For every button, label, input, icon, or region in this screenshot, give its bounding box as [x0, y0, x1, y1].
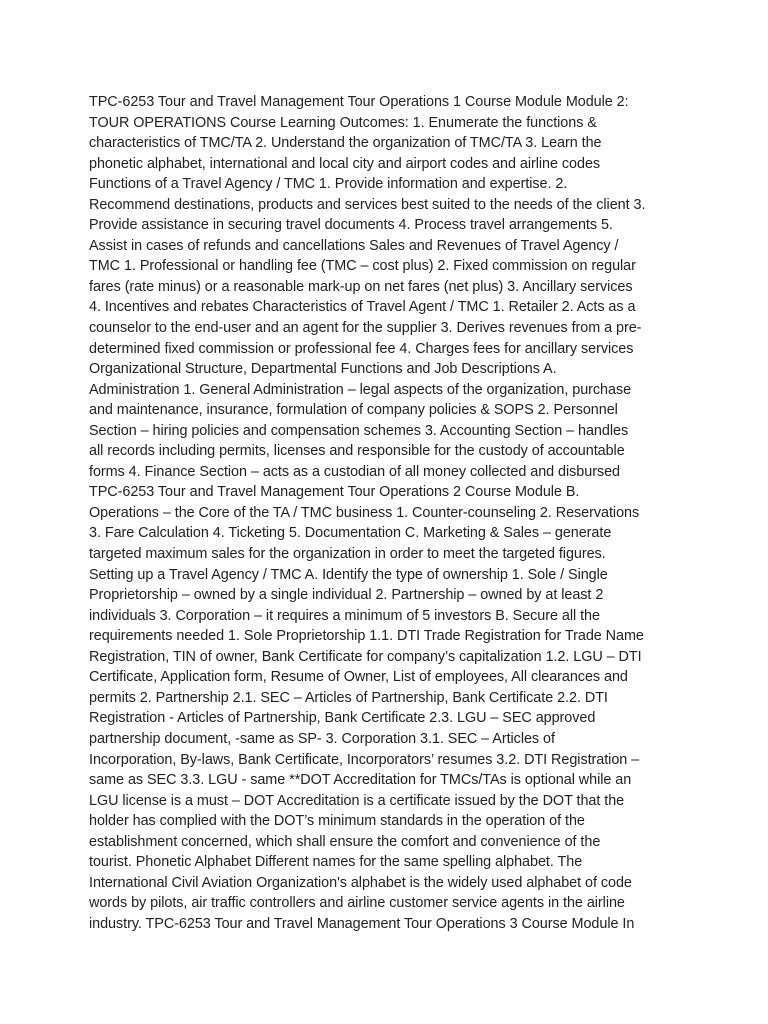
text-line: Provide assistance in securing travel documents 4. Process travel arrangements 5. — [89, 217, 613, 234]
text-line: International Civil Aviation Organization's alphabet is the widely used alphabet of code — [89, 874, 632, 891]
text-line: Setting up a Travel Agency / TMC A. Identify the type of ownership 1. Sole / Single — [89, 566, 608, 583]
text-line: Incorporation, By-laws, Bank Certificate, Incorporators’ resumes 3.2. DTI Registration – — [89, 751, 640, 768]
text-line: 3. Fare Calculation 4. Ticketing 5. Documentation C. Marketing & Sales – generate — [89, 525, 612, 542]
text-line: all records including permits, licenses and responsible for the custody of accountable — [89, 443, 625, 460]
text-line: requirements needed 1. Sole Proprietorship 1.1. DTI Trade Registration for Trade Name — [89, 628, 644, 645]
text-line: industry. TPC-6253 Tour and Travel Management Tour Operations 3 Course Module In — [89, 915, 635, 932]
text-line: holder has complied with the DOT’s minimum standards in the operation of the — [89, 813, 585, 830]
text-line: partnership document, -same as SP- 3. Corporation 3.1. SEC – Articles of — [89, 730, 555, 747]
text-line: TPC-6253 Tour and Travel Management Tour Operations 1 Course Module Module 2: — [89, 94, 629, 110]
text-line: Section – hiring policies and compensation schemes 3. Accounting Section – handles — [89, 422, 629, 439]
text-line: same as SEC 3.3. LGU - same **DOT Accreditation for TMCs/TAs is optional while an — [89, 772, 632, 789]
text-line: TMC 1. Professional or handling fee (TMC – cost plus) 2. Fixed commission on regular — [89, 258, 636, 275]
text-line: phonetic alphabet, international and local city and airport codes and airline codes — [89, 155, 601, 172]
text-line: LGU license is a must – DOT Accreditation is a certificate issued by the DOT that the — [89, 792, 625, 809]
text-line: counselor to the end-user and an agent for the supplier 3. Derives revenues from a pre- — [89, 320, 642, 337]
document-body-text — [89, 92, 689, 934]
text-line: Proprietorship – owned by a single individual 2. Partnership – owned by at least 2 — [89, 587, 604, 604]
text-line: tourist. Phonetic Alphabet Different names for the same spelling alphabet. The — [89, 854, 583, 871]
text-line: forms 4. Finance Section – acts as a custodian of all money collected and disbursed — [89, 463, 620, 480]
text-line: words by pilots, air traffic controllers and airline customer service agents in the airline — [89, 895, 625, 912]
text-line: Certificate, Application form, Resume of Owner, List of employees, All clearances and — [89, 669, 628, 686]
text-line: individuals 3. Corporation – it requires a minimum of 5 investors B. Secure all the — [89, 607, 600, 624]
text-line: Operations – the Core of the TA / TMC business 1. Counter-counseling 2. Reservations — [89, 504, 640, 521]
text-line: TOUR OPERATIONS Course Learning Outcomes: 1. Enumerate the functions & — [89, 114, 597, 131]
text-line: targeted maximum sales for the organization in order to meet the targeted figures. — [89, 546, 606, 563]
text-line: establishment concerned, which shall ensure the comfort and convenience of the — [89, 833, 601, 850]
text-line: Administration 1. General Administration – legal aspects of the organization, purchase — [89, 381, 632, 398]
text-line: Registration, TIN of owner, Bank Certificate for company’s capitalization 1.2. LGU – DTI — [89, 648, 642, 665]
text-line: fares (rate minus) or a reasonable mark-up on net fares (net plus) 3. Ancillary services — [89, 278, 633, 295]
text-line: Assist in cases of refunds and cancellations Sales and Revenues of Travel Agency / — [89, 237, 619, 254]
text-line: Functions of a Travel Agency / TMC 1. Provide information and expertise. 2. — [89, 176, 568, 193]
text-line: Registration - Articles of Partnership, Bank Certificate 2.3. LGU – SEC approved — [89, 710, 596, 727]
text-line: TPC-6253 Tour and Travel Management Tour Operations 2 Course Module B. — [89, 484, 580, 501]
text-line: 4. Incentives and rebates Characteristics of Travel Agent / TMC 1. Retailer 2. Acts as a — [89, 299, 636, 316]
text-line: and maintenance, insurance, formulation of company policies & SOPS 2. Personnel — [89, 402, 618, 419]
text-line: permits 2. Partnership 2.1. SEC – Articles of Partnership, Bank Certificate 2.2. DTI — [89, 689, 608, 706]
text-line: Organizational Structure, Departmental Functions and Job Descriptions A. — [89, 361, 557, 378]
text-line: determined fixed commission or professional fee 4. Charges fees for ancillary services — [89, 340, 634, 357]
text-line: characteristics of TMC/TA 2. Understand the organization of TMC/TA 3. Learn the — [89, 135, 602, 152]
text-line: Recommend destinations, products and services best suited to the needs of the client 3. — [89, 196, 646, 213]
